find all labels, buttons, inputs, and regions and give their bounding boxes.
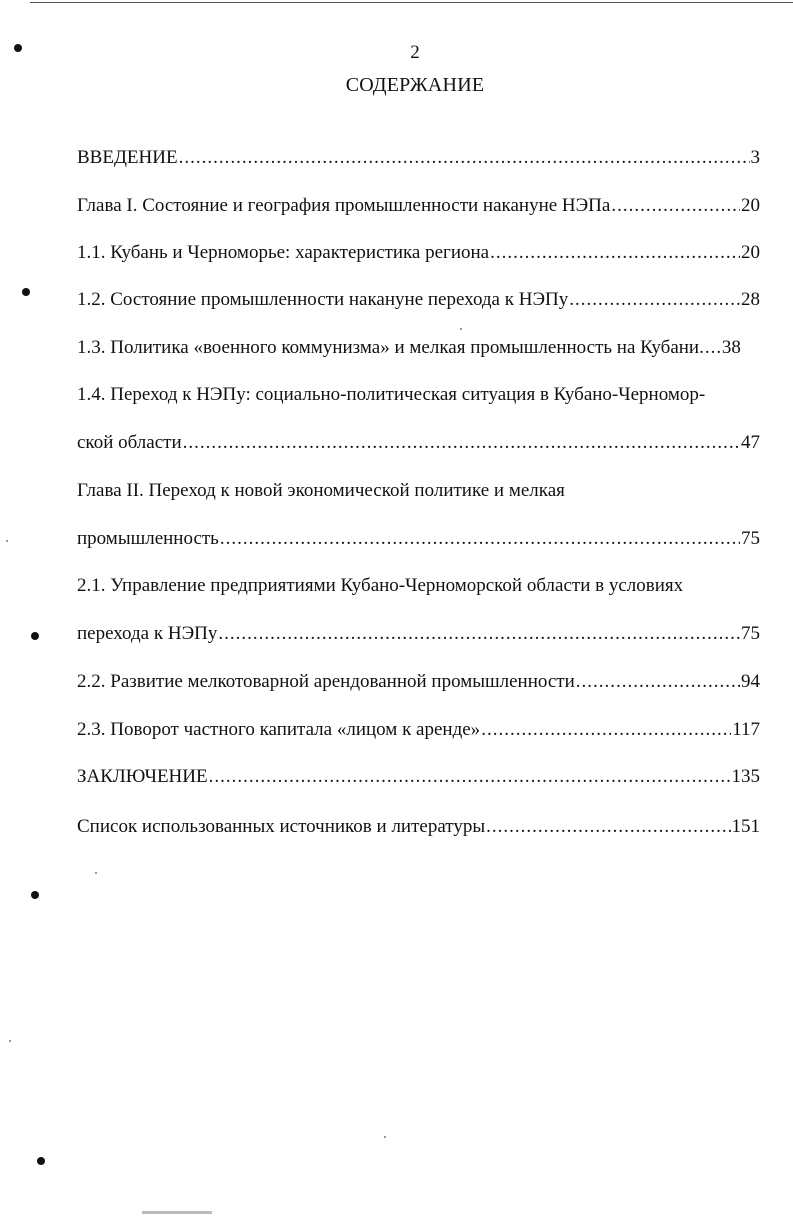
dot-leader xyxy=(209,765,731,789)
toc-entry-intro[interactable] xyxy=(77,146,760,170)
scan-hole-dot xyxy=(14,44,22,52)
toc-entry-chapter-2-line-2[interactable] xyxy=(77,527,760,551)
toc-entry-section-2-2[interactable] xyxy=(77,670,760,694)
toc-heading: СОДЕРЖАНИЕ xyxy=(345,74,485,96)
scan-speck xyxy=(384,1136,386,1138)
page-number: 2 xyxy=(410,42,420,63)
toc-entry-page: 3 xyxy=(750,147,760,168)
toc-entry-title: 1.2. Состояние промышленности накануне перехода к НЭПу xyxy=(77,289,569,310)
scan-speck xyxy=(460,328,462,330)
toc-entry-page: 75 xyxy=(741,528,760,549)
toc-entry-conclusion[interactable] xyxy=(77,765,760,789)
toc-entry-section-1-2[interactable] xyxy=(77,288,760,312)
dot-leader xyxy=(481,718,731,742)
scan-hole-dot xyxy=(31,891,39,899)
toc-entry-title: 1.4. Переход к НЭПу: социально-политическая ситуация в Кубано-Черномор- xyxy=(77,384,706,405)
dot-leader xyxy=(183,431,740,455)
toc-entry-chapter-2-line-1[interactable] xyxy=(77,479,760,503)
toc-entry-page: 28 xyxy=(741,289,760,310)
dot-leader xyxy=(490,241,740,265)
toc-entry-page: 38 xyxy=(721,337,741,358)
scan-smudge xyxy=(142,1211,212,1214)
toc-entry-page: 94 xyxy=(741,671,760,692)
dot-leader xyxy=(179,146,750,170)
toc-entry-chapter-1[interactable] xyxy=(77,194,760,218)
toc-entry-section-1-1[interactable] xyxy=(77,241,760,265)
toc-entry-page: 20 xyxy=(741,195,760,216)
toc-entry-title-continued: ской области xyxy=(77,432,182,453)
scan-speck xyxy=(95,872,97,874)
toc-entry-section-1-3[interactable] xyxy=(77,336,760,360)
top-rule xyxy=(30,2,793,3)
toc-entry-title: Глава II. Переход к новой экономической политике и мелкая xyxy=(77,480,565,501)
dot-leader xyxy=(220,527,740,551)
toc-entry-section-2-1-line-2[interactable] xyxy=(77,622,760,646)
scan-hole-dot xyxy=(22,288,30,296)
toc-entry-title: ВВЕДЕНИЕ xyxy=(77,147,178,168)
toc-entry-section-2-3[interactable] xyxy=(77,718,760,742)
toc-entry-title: ЗАКЛЮЧЕНИЕ xyxy=(77,766,208,787)
toc-entry-section-1-4-line-2[interactable] xyxy=(77,431,760,455)
scan-hole-dot xyxy=(37,1157,45,1165)
toc-entry-title-continued: перехода к НЭПу xyxy=(77,623,218,644)
dot-leader xyxy=(611,194,740,218)
toc-entry-title: Глава I. Состояние и география промышленности накануне НЭПа xyxy=(77,195,611,216)
dot-leader xyxy=(486,815,730,839)
toc-entry-title: 2.2. Развитие мелкотоварной арендованной промышленности xyxy=(77,671,575,692)
scan-speck xyxy=(9,1040,11,1042)
scan-hole-dot xyxy=(31,632,39,640)
dot-leader xyxy=(576,670,740,694)
dot-leader xyxy=(705,336,721,360)
toc-entry-page: 20 xyxy=(741,242,760,263)
toc-entry-title-continued: промышленность xyxy=(77,528,219,549)
toc-entry-section-2-1-line-1[interactable] xyxy=(77,574,760,598)
scan-speck xyxy=(6,540,8,542)
toc-entry-title: 2.3. Поворот частного капитала «лицом к аренде» xyxy=(77,719,481,740)
toc-entry-section-1-4-line-1[interactable] xyxy=(77,383,760,407)
toc-entry-page: 135 xyxy=(731,766,760,787)
toc-entry-title: Список использованных источников и литературы xyxy=(77,816,486,837)
toc-entry-page: 75 xyxy=(741,623,760,644)
dot-leader xyxy=(218,622,740,646)
toc-entry-page: 117 xyxy=(732,719,760,740)
toc-entry-page: 151 xyxy=(731,816,760,837)
dot-leader xyxy=(569,288,740,312)
toc-entry-title: 2.1. Управление предприятиями Кубано-Черноморской области в условиях xyxy=(77,575,684,596)
toc-entry-title: 1.1. Кубань и Черноморье: характеристика региона xyxy=(77,242,490,263)
toc-entry-title: 1.3. Политика «военного коммунизма» и мелкая промышленность на Кубани. xyxy=(77,337,704,358)
toc-entry-sources[interactable] xyxy=(77,815,760,839)
toc-entry-page: 47 xyxy=(741,432,760,453)
